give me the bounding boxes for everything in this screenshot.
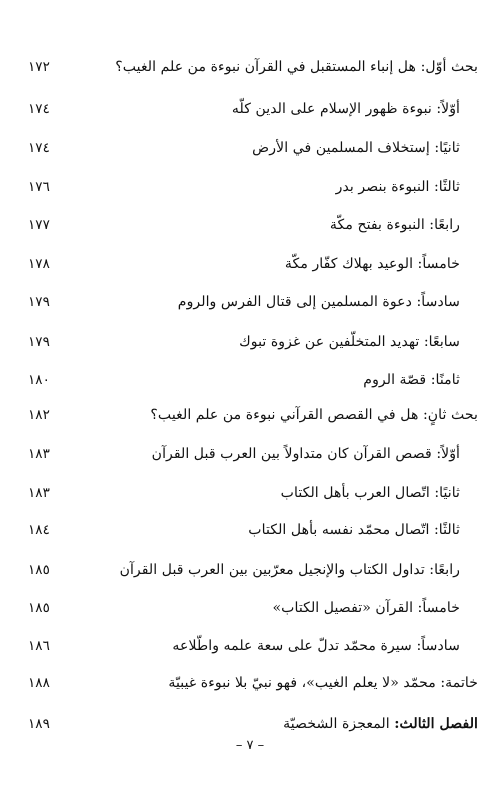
toc-entry-page-number: ١٨٠ xyxy=(28,372,50,388)
toc-entry[interactable] xyxy=(28,175,478,199)
toc-entry-label: سادساً: xyxy=(416,638,460,654)
toc-entry-text: هل إنباء المستقبل في القرآن نبوءة من علم الغيب؟ xyxy=(115,59,417,75)
toc-entry[interactable] xyxy=(28,558,478,582)
toc-entry[interactable] xyxy=(28,442,478,466)
toc-entry[interactable] xyxy=(28,97,478,121)
toc-entry-label: ثالثًا: xyxy=(434,179,460,195)
toc-entry-label: أوّلاً: xyxy=(436,446,460,462)
toc-entry-text: النبوءة بفتح مكّة xyxy=(329,217,425,233)
toc-entry[interactable] xyxy=(28,252,478,276)
toc-entry-title xyxy=(82,213,478,237)
toc-entry-text: دعوة المسلمين إلى قتال الفرس والروم xyxy=(177,294,412,310)
toc-entry-label: خاتمة: xyxy=(440,675,478,691)
toc-entry-page-number: ١٨٣ xyxy=(28,485,50,501)
toc-entry-title xyxy=(82,55,478,79)
toc-entry-page-number: ١٨٢ xyxy=(28,407,50,423)
toc-entry-text: النبوءة بنصر بدر xyxy=(335,179,430,195)
toc-entry-title xyxy=(82,175,478,199)
toc-entry-text: المعجزة الشخصيّة xyxy=(283,716,390,732)
toc-entry-page-number: ١٧٨ xyxy=(28,256,50,272)
toc-entry-label: ثالثًا: xyxy=(434,522,460,538)
toc-entry-title xyxy=(82,634,478,658)
toc-entry-label: بحث أوّل: xyxy=(420,59,478,75)
toc-entry-title xyxy=(82,403,478,427)
toc-entry-page-number: ١٧٤ xyxy=(28,101,50,117)
toc-entry-label: ثامنًا: xyxy=(430,372,460,388)
toc-entry-text: القرآن «تفصيل الكتاب» xyxy=(272,600,414,616)
toc-entry[interactable] xyxy=(28,712,478,736)
toc-entry-label: ثانيًا: xyxy=(434,140,460,156)
toc-entry[interactable] xyxy=(28,596,478,620)
toc-entry-label: سادساً: xyxy=(416,294,460,310)
toc-entry[interactable] xyxy=(28,136,478,160)
toc-entry[interactable] xyxy=(28,290,478,314)
toc-entry-text: قصص القرآن كان متداولاً بين العرب قبل القرآن xyxy=(151,446,432,462)
toc-entry-page-number: ١٨٤ xyxy=(28,522,50,538)
toc-entry-title xyxy=(82,518,478,542)
toc-entry-label: خامساً: xyxy=(417,600,460,616)
toc-entry[interactable] xyxy=(28,518,478,542)
toc-entry-title xyxy=(82,368,478,392)
toc-entry[interactable] xyxy=(28,634,478,658)
toc-entry-title xyxy=(82,558,478,582)
toc-entry[interactable] xyxy=(28,330,478,354)
toc-entry-label: رابعًا: xyxy=(429,562,460,578)
toc-entry-text: قصّة الروم xyxy=(363,372,427,388)
toc-entry-page-number: ١٨٦ xyxy=(28,638,50,654)
toc-entry-page-number: ١٧٢ xyxy=(28,59,50,75)
toc-entry-text: تهديد المتخلّفين عن غزوة تبوك xyxy=(239,334,420,350)
toc-entry-text: هل في القصص القرآني نبوءة من علم الغيب؟ xyxy=(150,407,419,423)
toc-entry-title xyxy=(82,596,478,620)
toc-entry-label: الفصل الثالث: xyxy=(394,716,478,732)
toc-entry-title xyxy=(82,136,478,160)
toc-entry[interactable] xyxy=(28,403,478,427)
toc-entry-label: سابعًا: xyxy=(423,334,460,350)
toc-entry[interactable] xyxy=(28,368,478,392)
toc-entry-text: الوعيد بهلاك كفّار مكّة xyxy=(284,256,414,272)
toc-entry-title xyxy=(82,330,478,354)
toc-entry-page-number: ١٧٧ xyxy=(28,217,50,233)
toc-entry-text: نبوءة ظهور الإسلام على الدين كلّه xyxy=(231,101,432,117)
toc-entry-page-number: ١٧٩ xyxy=(28,334,50,350)
toc-entry-page-number: ١٨٣ xyxy=(28,446,50,462)
toc-entry-title xyxy=(82,712,478,736)
toc-entry-label: رابعًا: xyxy=(429,217,460,233)
toc-entry-label: ثانيًا: xyxy=(434,485,460,501)
page-number-footer: – ٧ – xyxy=(235,738,265,753)
toc-entry-text: اتّصال محمّد نفسه بأهل الكتاب xyxy=(248,522,430,538)
toc-entry-page-number: ١٧٤ xyxy=(28,140,50,156)
toc-entry[interactable] xyxy=(28,481,478,505)
toc-entry-title xyxy=(82,252,478,276)
toc-entry-text: سيرة محمّد تدلّ على سعة علمه واطّلاعه xyxy=(172,638,412,654)
toc-entry[interactable] xyxy=(28,213,478,237)
toc-entry-title xyxy=(82,290,478,314)
toc-entry-title xyxy=(82,442,478,466)
toc-entry-title xyxy=(82,97,478,121)
toc-entry-text: تداول الكتاب والإنجيل معرّبين بين العرب قبل القرآن xyxy=(119,562,425,578)
toc-entry-page-number: ١٨٥ xyxy=(28,562,50,578)
toc-entry-page-number: ١٨٩ xyxy=(28,716,50,732)
toc-entry-page-number: ١٨٥ xyxy=(28,600,50,616)
toc-entry-label: خامساً: xyxy=(417,256,460,272)
toc-entry-title xyxy=(82,481,478,505)
toc-entry[interactable] xyxy=(28,671,478,695)
toc-entry-title xyxy=(82,671,478,695)
toc-entry-page-number: ١٨٨ xyxy=(28,675,50,691)
toc-entry-label: أوّلاً: xyxy=(436,101,460,117)
toc-entry-label: بحث ثانٍ: xyxy=(422,407,478,423)
toc-entry-page-number: ١٧٩ xyxy=(28,294,50,310)
toc-entry-page-number: ١٧٦ xyxy=(28,179,50,195)
toc-entry-text: محمّد «لا يعلم الغيب»، فهو نبيّ بلا نبوءة غيبيّة xyxy=(168,675,436,691)
toc-entry[interactable] xyxy=(28,55,478,79)
toc-entry-text: اتّصال العرب بأهل الكتاب xyxy=(280,485,430,501)
toc-entry-text: إستخلاف المسلمين في الأرض xyxy=(252,140,430,156)
